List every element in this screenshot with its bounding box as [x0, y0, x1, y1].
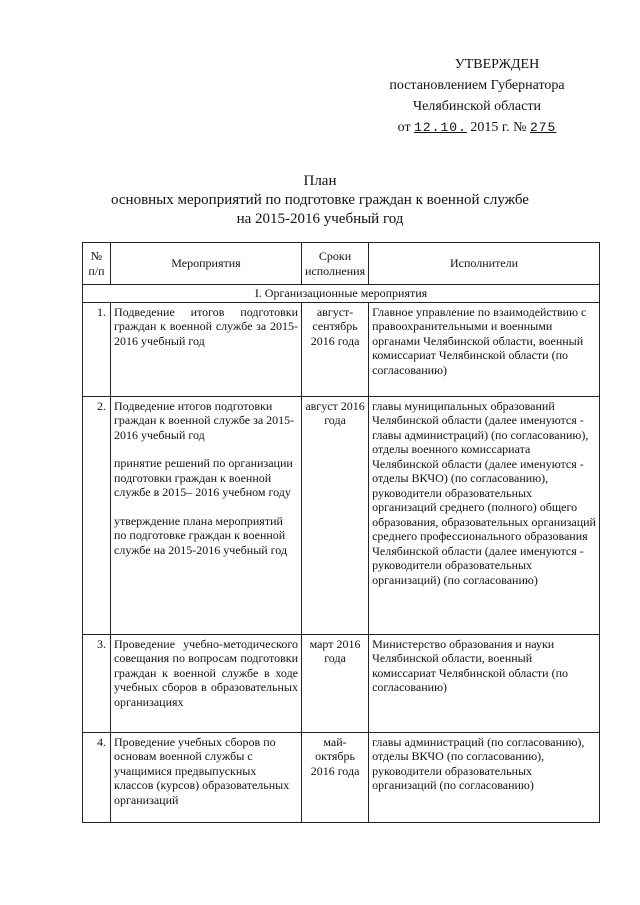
row-terms: август-сентябрь 2016 года	[302, 302, 369, 396]
section-row	[83, 285, 600, 303]
row-executors: главы муниципальных образований Челябинской области (далее именуются - главы администраций) (по согласованию), отделы военного комиссариата Челябинской области (далее именуются - отделы ВКЧО) (по согласованию), руководители образовательных организаций среднего (полного) общего образования, образовательных организаций среднего профессионального образования Челябинской области (далее именуются - руководители образовательных организаций) (по согласованию)	[369, 396, 600, 634]
plan-table	[82, 242, 600, 823]
plan-subtitle-1: основных мероприятий по подготовке граждан к военной службе	[111, 192, 529, 208]
row-num: 2.	[83, 396, 111, 634]
row-executors: главы администраций (по согласованию), отделы ВКЧО (по согласованию), руководители образовательных организаций (по согласованию)	[369, 732, 600, 822]
row-num: 1.	[83, 302, 111, 396]
row-activity: Подведение итогов подготовки граждан к военной службе за 2015-2016 учебный год	[111, 302, 302, 396]
header-num: № п/п	[83, 243, 111, 285]
row-terms: май-октябрь 2016 года	[302, 732, 369, 822]
activity-part-a: Подведение итогов подготовки граждан к военной службе за 2015-2016 учебный год	[114, 398, 295, 442]
table-row	[83, 396, 600, 634]
approval-block	[372, 54, 582, 138]
row-terms: март 2016 года	[302, 634, 369, 732]
row-activity	[111, 396, 302, 634]
row-activity: Проведение учебных сборов по основам военной службы с учащимися предвыпускных классов (курсов) образовательных организаций	[111, 732, 302, 822]
plan-title: План	[303, 173, 337, 189]
section-title: I. Организационные мероприятия	[83, 285, 600, 303]
activity-part-b: принятие решений по организации подготовки граждан к военной службе в 2015– 2016 учебном году	[114, 456, 293, 499]
table-row	[83, 732, 600, 822]
table-row	[83, 302, 600, 396]
row-num: 4.	[83, 732, 111, 822]
approval-line2: Челябинской области	[413, 99, 541, 114]
plan-subtitle-2: на 2015-2016 учебный год	[236, 211, 404, 227]
date-prefix: от	[397, 120, 411, 135]
date-suffix: 2015 г. №	[470, 120, 527, 135]
header-terms: Сроки исполнения	[302, 243, 369, 285]
row-executors: Главное управление по взаимодействию с правоохранительными и военными органами Челябинской области, военный комиссариат Челябинской области (по согласованию)	[369, 302, 600, 396]
activity-part-c: утверждение плана мероприятий по подготовке граждан к военной службе на 2015-2016 учебный год	[114, 513, 288, 557]
row-num: 3.	[83, 634, 111, 732]
table-header-row	[83, 243, 600, 285]
row-terms: август 2016 года	[302, 396, 369, 634]
header-activity: Мероприятия	[111, 243, 302, 285]
table-row	[83, 634, 600, 732]
approval-date: 12.10.	[414, 120, 467, 135]
row-executors: Министерство образования и науки Челябинской области, военный комиссариат Челябинской области (по согласованию)	[369, 634, 600, 732]
approval-date-line	[372, 117, 582, 138]
header-executors: Исполнители	[369, 243, 600, 285]
plan-title-block	[0, 172, 640, 229]
approval-number: 275	[529, 120, 557, 135]
approval-line1: постановлением Губернатора	[389, 78, 565, 93]
approval-title: УТВЕРЖДЕН	[454, 57, 540, 72]
row-activity: Проведение учебно-методического совещания по вопросам подготовки граждан к военной службе в ходе учебных сборов в образовательных организациях	[111, 634, 302, 732]
